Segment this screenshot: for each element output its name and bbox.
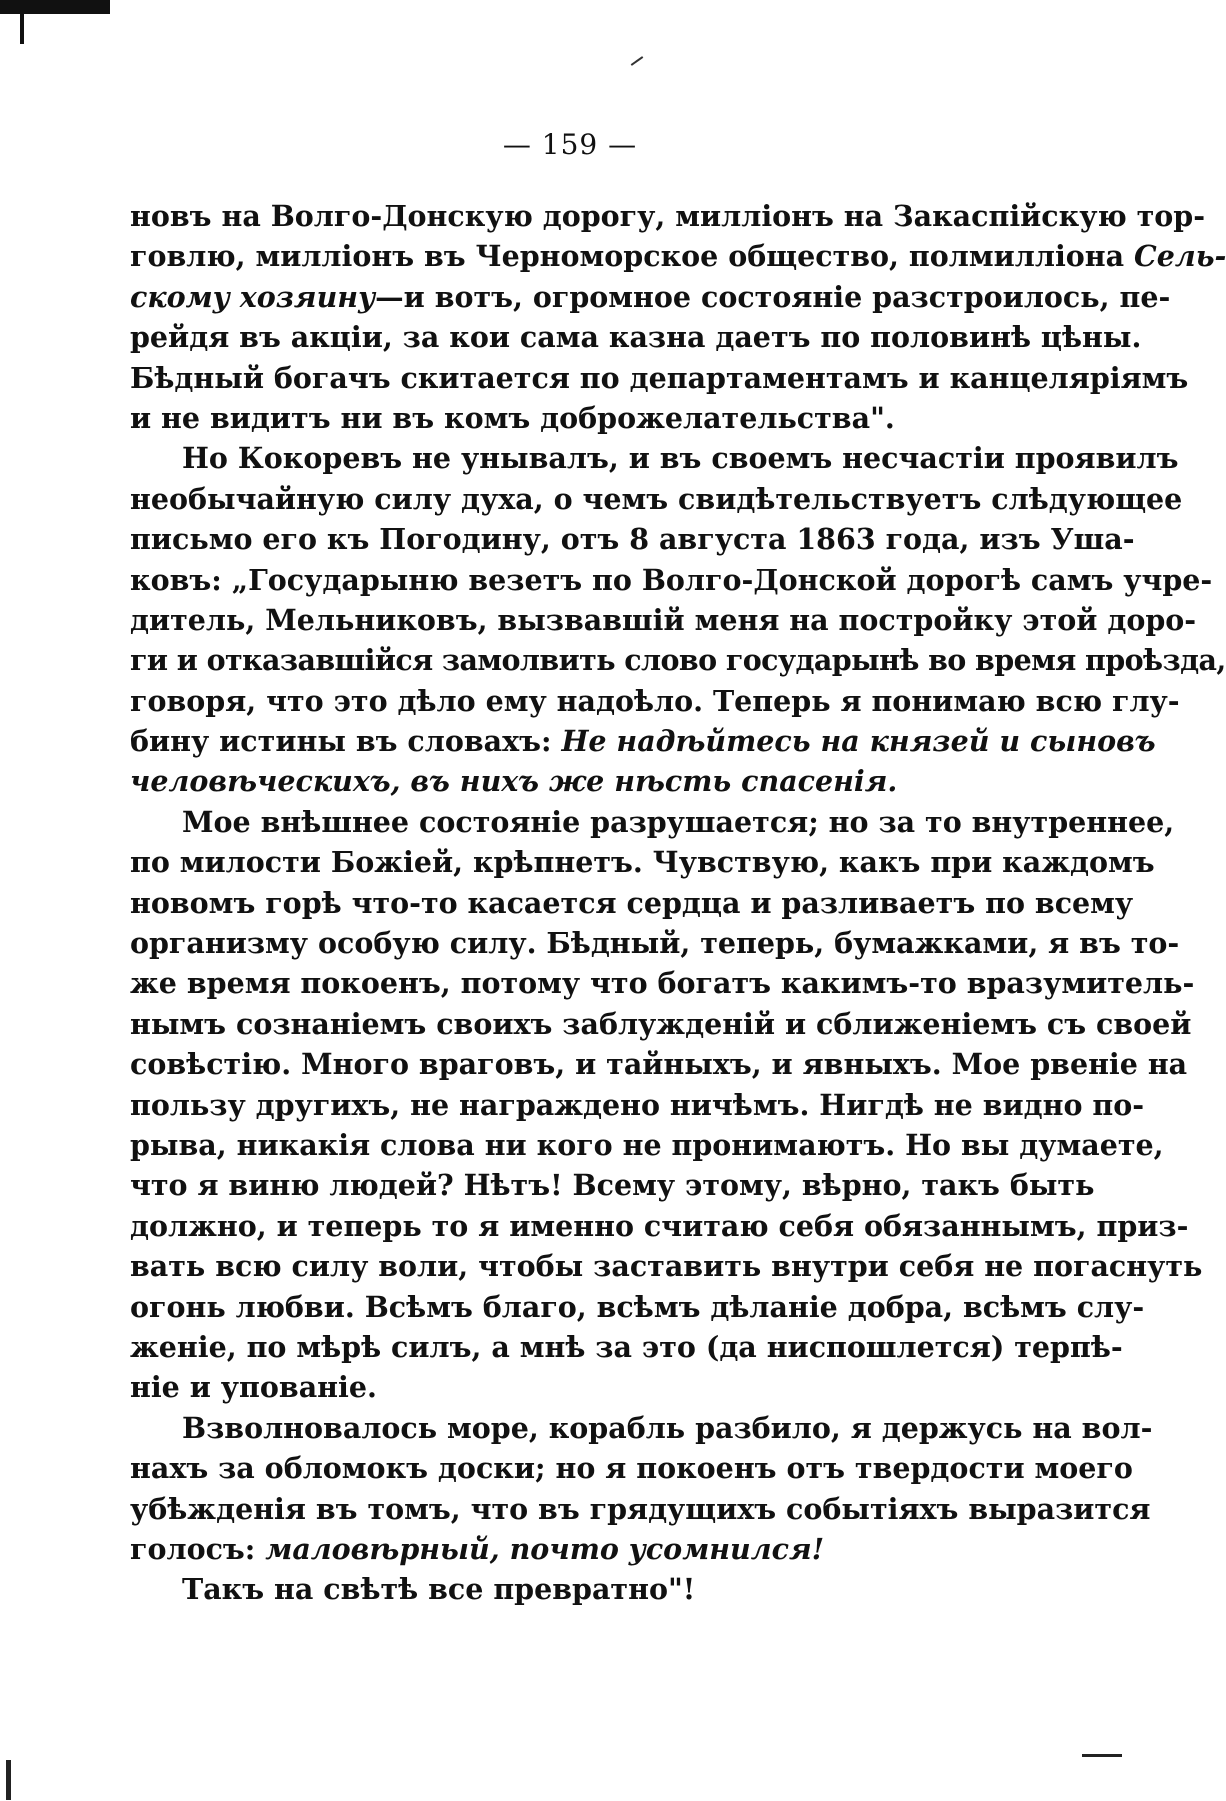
text-line — [130, 640, 1226, 680]
line-text: пользу другихъ, не награждено ничѣмъ. Нигдѣ не видно по- — [130, 1087, 1145, 1122]
text-line — [130, 358, 1189, 398]
line-text: по милости Божіей, крѣпнетъ. Чувствую, какъ при каждомъ — [130, 845, 1155, 880]
text-line — [130, 721, 1156, 761]
text-line — [130, 317, 1142, 357]
text-line — [130, 1206, 1189, 1246]
line-text: Такъ на свѣтѣ все превратно"! — [182, 1572, 696, 1607]
text-line — [130, 1044, 1188, 1084]
line-text: Мое внѣшнее состояніе разрушается; но за то внутреннее, — [182, 804, 1175, 839]
line-text: совѣстію. Много враговъ, и тайныхъ, и явныхъ. Мое рвеніе на — [130, 1047, 1188, 1082]
line-text: убѣжденія въ томъ, что въ грядущихъ событіяхъ выразится — [130, 1491, 1151, 1526]
text-line — [130, 600, 1197, 640]
scan-speck — [631, 56, 644, 66]
line-text-italic: Не надѣйтесь на князей и сыновъ — [561, 724, 1156, 759]
text-line — [130, 1125, 1164, 1165]
line-text: говлю, милліонъ въ Черноморское общество, полмилліона — [130, 239, 1135, 274]
line-text: нахъ за обломокъ доски; но я покоенъ отъ твердости моего — [130, 1451, 1133, 1486]
text-line — [130, 761, 970, 801]
text-line — [130, 438, 1179, 478]
text-line — [130, 1004, 1192, 1044]
text-line — [130, 1408, 1153, 1448]
line-text: бину истины въ словахъ: — [130, 724, 562, 759]
line-text: новъ на Волго-Донскую дорогу, милліонъ на Закаспійскую тор- — [130, 199, 1206, 233]
text-line — [130, 1085, 1145, 1125]
body-text — [130, 196, 1226, 1610]
text-line — [130, 963, 1195, 1003]
line-text: ги и отказавшійся замолвить слово государынѣ во время проѣзда, — [130, 643, 1226, 678]
line-text-italic: скому хозяину — [130, 279, 376, 314]
text-line — [130, 681, 1180, 721]
text-line — [130, 560, 1213, 600]
text-line — [130, 923, 1180, 963]
line-text: необычайную силу духа, о чемъ свидѣтельствуетъ слѣдующее — [130, 481, 1183, 516]
text-line — [130, 236, 1226, 276]
line-text-italic: маловѣрный, почто усомнился! — [265, 1531, 825, 1566]
line-text: что я виню людей? Нѣтъ! Всему этому, вѣрно, такъ быть — [130, 1168, 1095, 1203]
line-text: Взволновалось море, корабль разбило, я держусь на вол- — [182, 1410, 1153, 1445]
line-text: и не видитъ ни въ комъ доброжелательства". — [130, 400, 895, 435]
scan-edge-mark — [6, 1760, 11, 1800]
text-line — [130, 1367, 970, 1407]
line-text: Бѣдный богачъ скитается по департаментамъ и канцеляріямъ — [130, 360, 1189, 395]
text-line — [130, 1489, 1151, 1529]
text-line — [130, 842, 1155, 882]
text-line — [130, 1246, 1203, 1286]
line-text-italic: человѣческихъ, въ нихъ же нѣсть спасенія. — [130, 764, 898, 799]
text-line — [130, 1569, 970, 1609]
text-line — [130, 883, 1134, 923]
line-text: ковъ: „Государыню везетъ по Волго-Донской дорогѣ самъ учре- — [130, 562, 1213, 597]
text-line — [130, 519, 1135, 559]
line-text: женіе, по мѣрѣ силъ, а мнѣ за это (да ниспошлется) терпѣ- — [130, 1329, 1123, 1364]
text-line — [130, 196, 1206, 236]
line-text: рыва, никакія слова ни кого не пронимаютъ. Но вы думаете, — [130, 1127, 1164, 1162]
line-text: новомъ горѣ что-то касается сердца и разливаетъ по всему — [130, 885, 1134, 920]
page-number: — 159 — — [502, 128, 638, 161]
line-text: вать всю силу воли, чтобы заставить внутри себя не погаснуть — [130, 1249, 1203, 1284]
line-text: письмо его къ Погодину, отъ 8 августа 1863 года, изъ Уша- — [130, 522, 1135, 557]
line-text: говоря, что это дѣло ему надоѣло. Теперь я понимаю всю глу- — [130, 683, 1180, 718]
line-text: организму особую силу. Бѣдный, теперь, бумажками, я въ то- — [130, 926, 1180, 961]
line-text: нымъ сознаніемъ своихъ заблужденій и сближеніемъ съ своей — [130, 1006, 1192, 1041]
text-line — [130, 479, 1183, 519]
text-line — [130, 398, 970, 438]
text-line — [130, 1165, 1095, 1205]
line-text: должно, и теперь то я именно считаю себя обязаннымъ, приз- — [130, 1208, 1189, 1243]
text-line — [130, 1287, 1145, 1327]
line-text: рейдя въ акціи, за кои сама казна даетъ по половинѣ цѣны. — [130, 320, 1142, 355]
text-line — [130, 1448, 1133, 1488]
scan-edge-mark — [20, 10, 24, 44]
line-text: дитель, Мельниковъ, вызвавшій меня на постройку этой доро- — [130, 602, 1197, 637]
text-line — [130, 1529, 970, 1569]
text-line — [130, 1327, 1123, 1367]
line-text-italic: Сель- — [1134, 239, 1226, 274]
line-text: огонь любви. Всѣмъ благо, всѣмъ дѣланіе добра, всѣмъ слу- — [130, 1289, 1145, 1324]
text-line — [130, 802, 1175, 842]
line-text: голосъ: — [130, 1531, 266, 1566]
line-text: —и вотъ, огромное состояніе разстроилось, пе- — [375, 279, 1171, 314]
line-text: ніе и упованіе. — [130, 1370, 377, 1405]
line-text: же время покоенъ, потому что богатъ какимъ-то вразумитель- — [130, 966, 1195, 1001]
scan-edge-mark — [0, 0, 110, 14]
text-line — [130, 277, 1171, 317]
scan-edge-mark — [1082, 1754, 1122, 1757]
line-text: Но Кокоревъ не унывалъ, и въ своемъ несчастіи проявилъ — [182, 441, 1179, 476]
